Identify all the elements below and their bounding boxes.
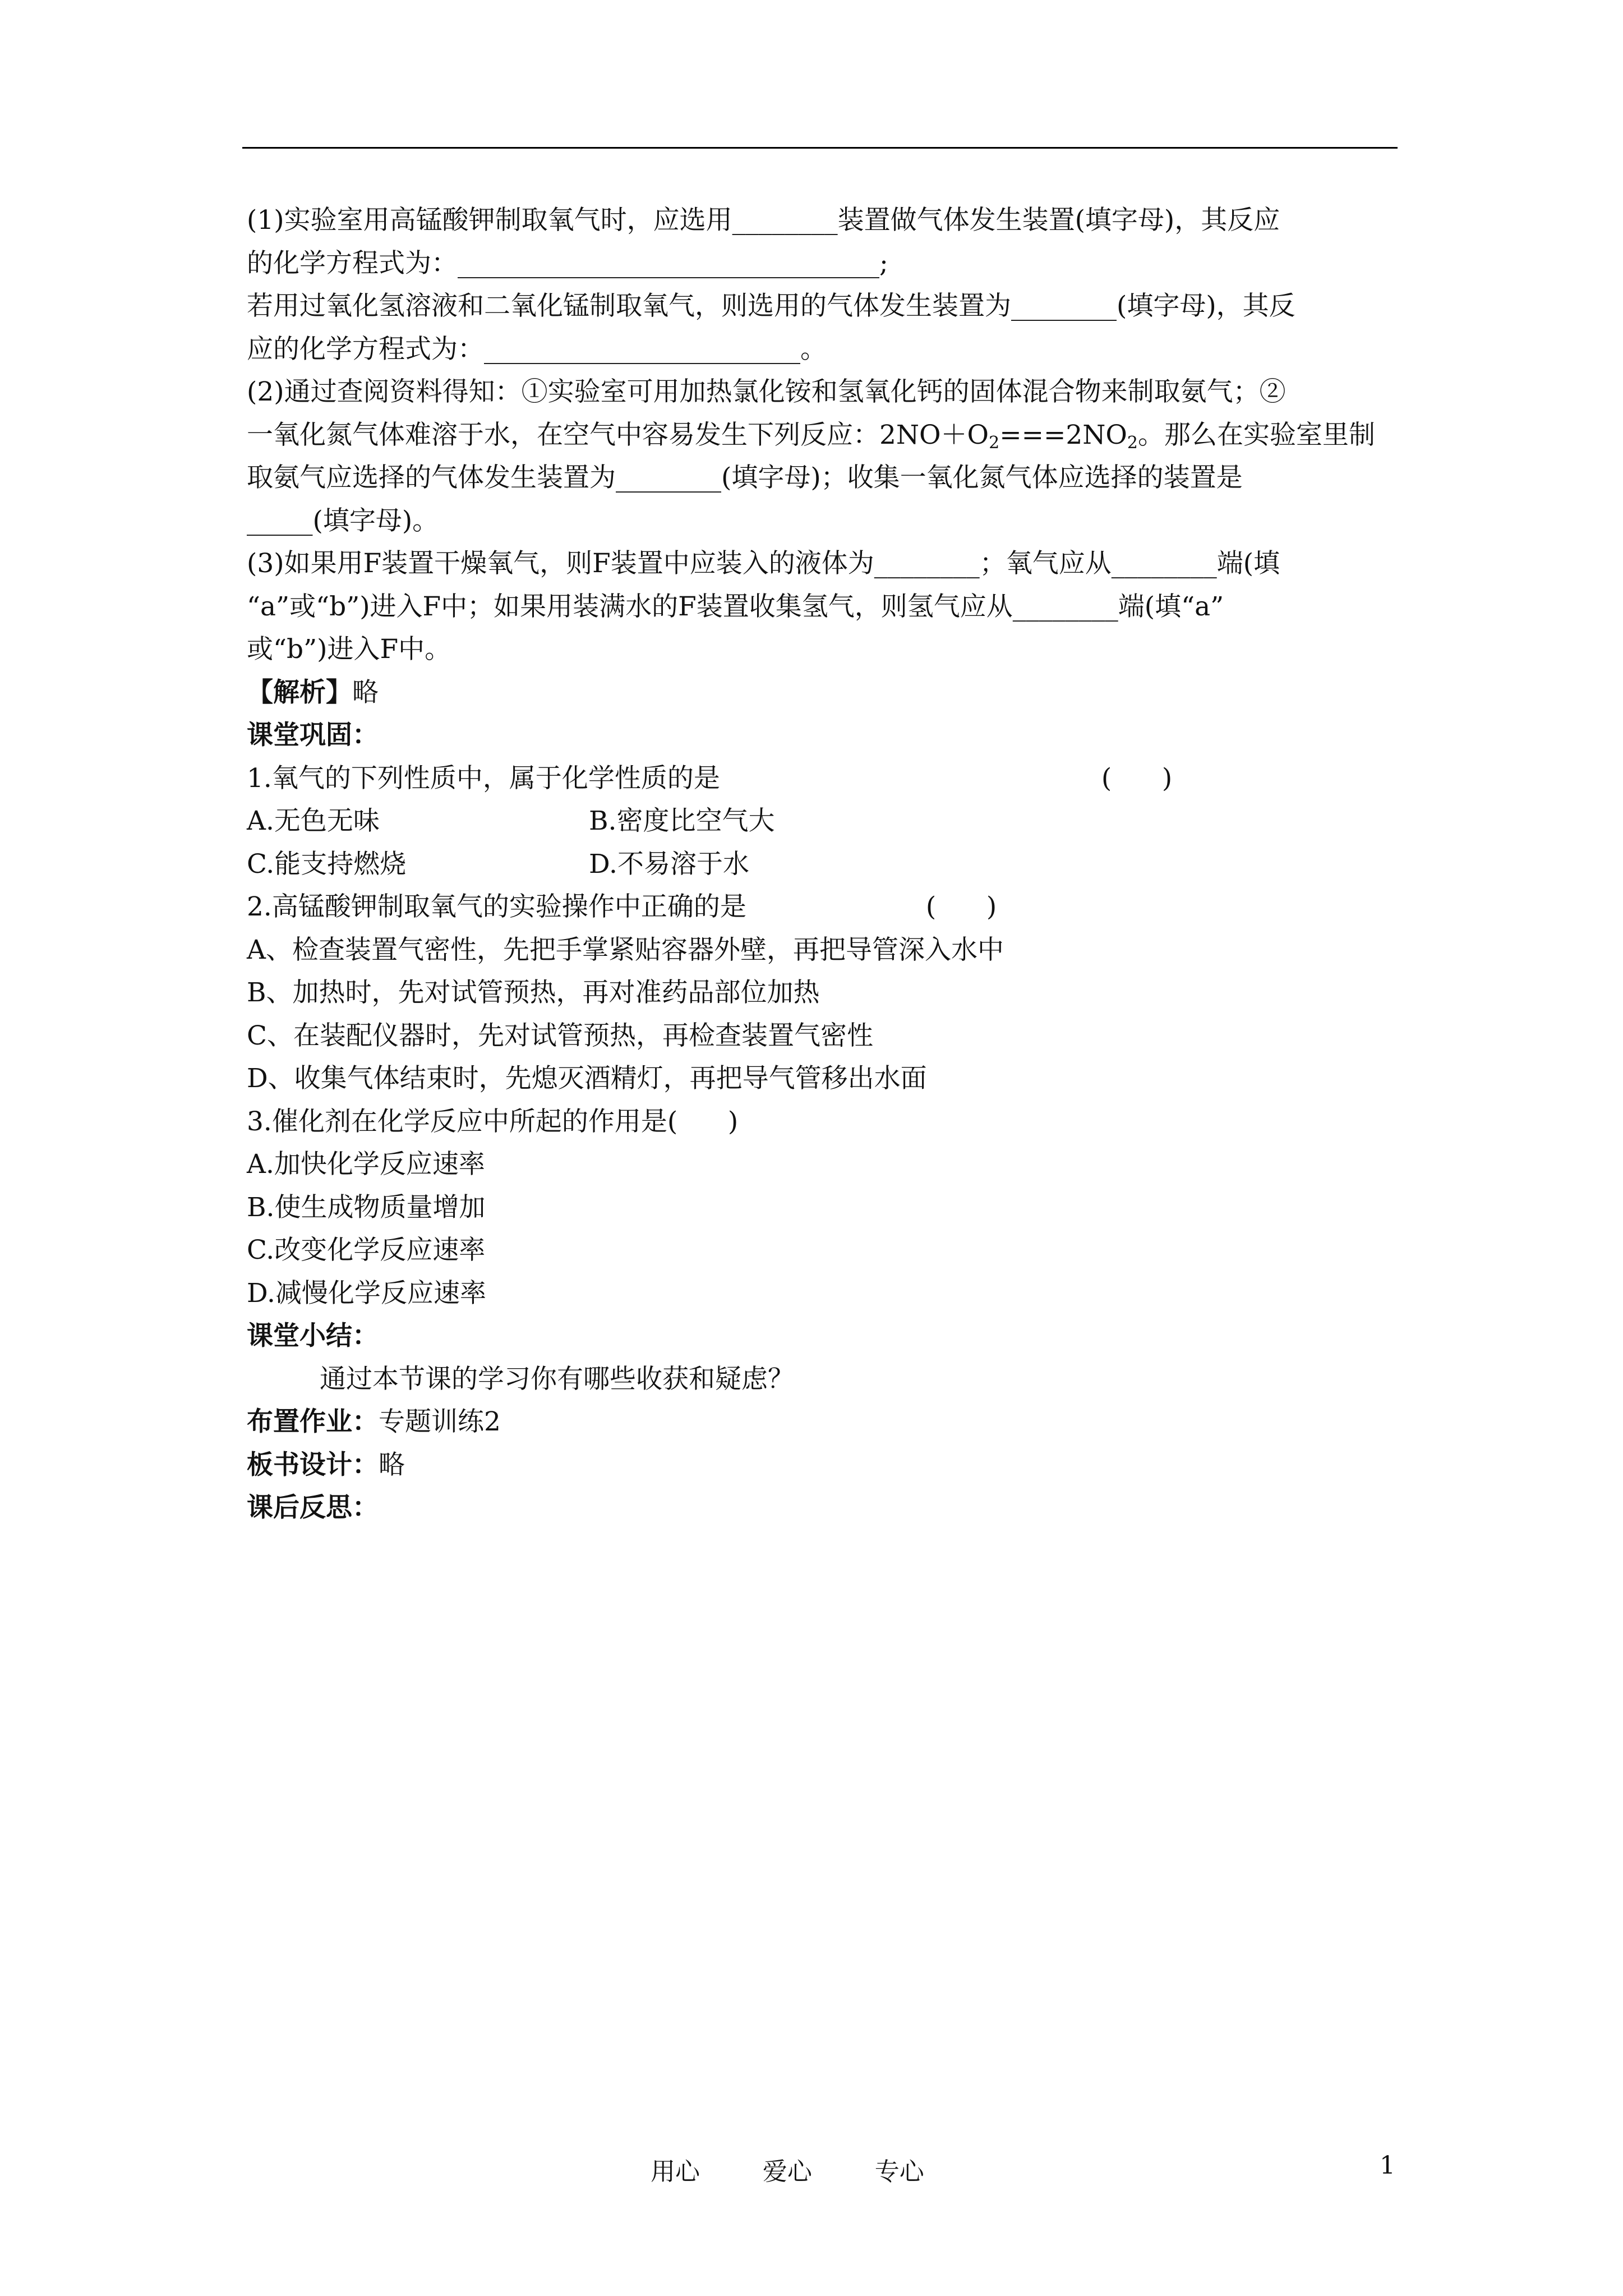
analysis-text: 略 — [352, 677, 379, 708]
item1-stem-line — [247, 757, 1402, 800]
q3-line-3: 或“b”)进入F中。 — [247, 634, 451, 665]
item2-stem-line — [247, 886, 1402, 929]
q2-line-2-part-a: 一氧化氮气体难溶于水，在空气中容易发生下列反应：2NO＋O — [247, 419, 989, 450]
item2-option-a: A、检查装置气密性，先把手掌紧贴容器外壁，再把导管深入水中 — [247, 934, 1004, 965]
q1-line-4: 应的化学方程式为：________________________。 — [247, 333, 827, 365]
item2-option-b: B、加热时，先对试管预热，再对准药品部位加热 — [247, 977, 820, 1008]
q3-line-2: “a”或“b”)进入F中；如果用装满水的F装置收集氢气，则氢气应从________端(填“a” — [247, 591, 1224, 622]
summary-heading: 课堂小结： — [247, 1320, 379, 1351]
homework-line — [247, 1401, 1402, 1444]
item3-option-a: A.加快化学反应速率 — [247, 1149, 485, 1180]
consolidation-heading: 课堂巩固： — [247, 720, 379, 751]
summary-text: 通过本节课的学习你有哪些收获和疑虑？ — [320, 1363, 794, 1395]
homework-label: 布置作业： — [247, 1406, 379, 1437]
item2-stem: 2.高锰酸钾制取氧气的实验操作中正确的是 — [247, 891, 746, 922]
q2-line-2-subscript-1: 2 — [989, 432, 1000, 453]
q2-line-2-part-b: ===2NO — [999, 419, 1127, 450]
q2-line-3: 取氨气应选择的气体发生装置为________(填字母)；收集一氧化氮气体应选择的装置是 — [247, 462, 1243, 493]
item2-answer-paren: ( ) — [925, 891, 997, 922]
item1-options-row-1 — [247, 800, 1402, 843]
item3-option-b: B.使生成物质量增加 — [247, 1191, 486, 1223]
analysis-label: 【解析】 — [247, 677, 352, 708]
q2-line-2-part-c: 。那么在实验室里制 — [1137, 419, 1375, 450]
item2-option-d: D、收集气体结束时，先熄灭酒精灯，再把导气管移出水面 — [247, 1063, 927, 1094]
item1-stem: 1.氧气的下列性质中，属于化学性质的是 — [247, 762, 720, 794]
item3-option-c: C.改变化学反应速率 — [247, 1235, 486, 1266]
homework-text: 专题训练2 — [379, 1406, 501, 1437]
analysis-line — [247, 671, 1402, 715]
q2-line-1: (2)通过查阅资料得知：①实验室可用加热氯化铵和氢氧化钙的固体混合物来制取氨气；② — [247, 376, 1286, 407]
item1-options-row-2 — [247, 843, 1402, 886]
page-number: 1 — [1380, 2151, 1395, 2180]
item2-option-c: C、在装配仪器时，先对试管预热，再检查装置气密性 — [247, 1020, 873, 1051]
q3-line-1: (3)如果用F装置干燥氧气，则F装置中应装入的液体为________；氧气应从________端(填 — [247, 548, 1280, 579]
item1-option-a: A.无色无味 — [247, 806, 380, 836]
footer-motto: 用心 爱心 专心 — [651, 2157, 924, 2186]
q1-line-1: (1)实验室用高锰酸钾制取氧气时，应选用________装置做气体发生装置(填字母)，其反应 — [247, 205, 1280, 236]
item3-stem: 3.催化剂在化学反应中所起的作用是( ) — [247, 1106, 739, 1137]
q1-line-2: 的化学方程式为：________________________________; — [247, 247, 888, 279]
q2-line-2-subscript-2: 2 — [1127, 432, 1138, 453]
reflection-label: 课后反思： — [247, 1492, 379, 1523]
item1-answer-paren: ( ) — [1101, 762, 1173, 794]
item1-option-b: B.密度比空气大 — [589, 806, 775, 836]
item1-option-d: D.不易溶于水 — [589, 848, 749, 880]
header-rule — [242, 147, 1398, 149]
item1-option-c: C.能支持燃烧 — [247, 848, 407, 880]
board-design-label: 板书设计： — [247, 1449, 379, 1480]
item3-option-d: D.减慢化学反应速率 — [247, 1277, 486, 1309]
board-design-line — [247, 1444, 1402, 1487]
board-design-text: 略 — [379, 1449, 405, 1480]
document-body — [247, 199, 1402, 1530]
q1-line-3: 若用过氧化氢溶液和二氧化锰制取氧气，则选用的气体发生装置为________(填字母)，其反 — [247, 291, 1295, 321]
q2-line-4: _____(填字母)。 — [247, 505, 439, 536]
q2-line-2 — [247, 414, 1402, 457]
